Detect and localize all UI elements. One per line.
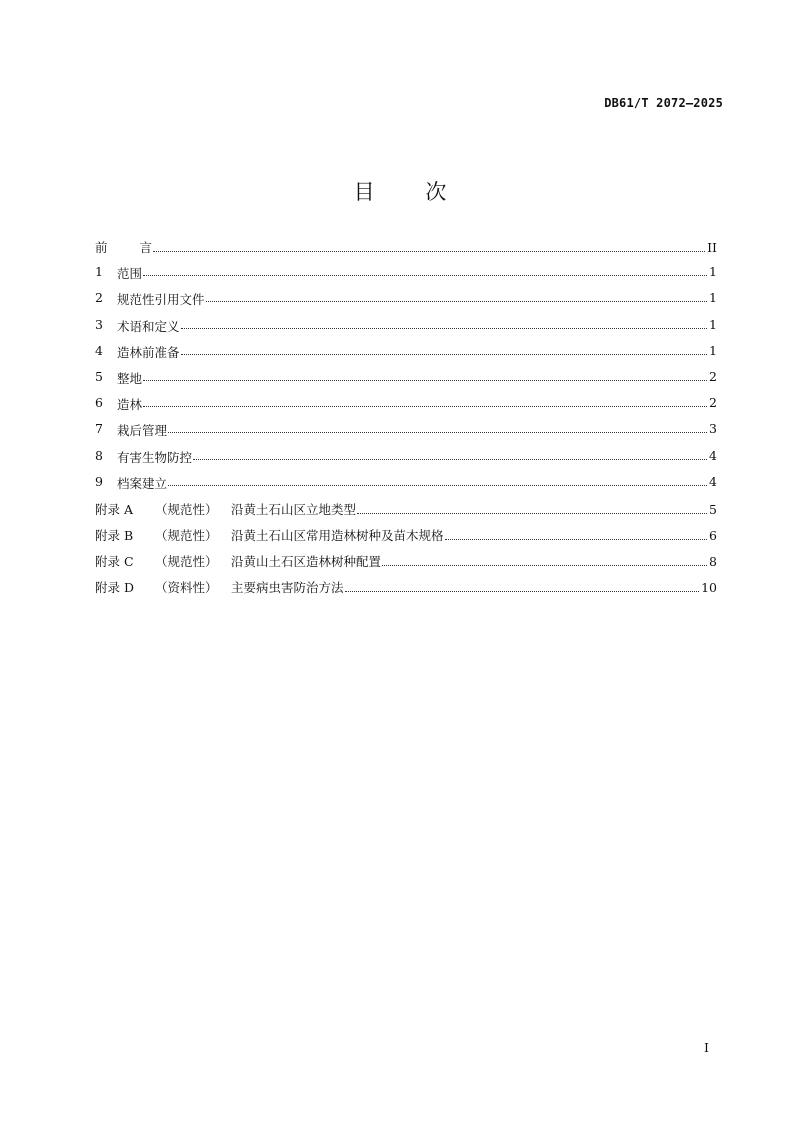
- dot-leader: [445, 538, 707, 540]
- appendix-id: 附录 B: [95, 528, 134, 544]
- dot-leader: [206, 300, 707, 302]
- section-title: 造林: [117, 397, 143, 413]
- appendix-id: 附录 A: [95, 501, 134, 517]
- toc-entry-page: 1: [709, 316, 717, 332]
- appendix-id: 附录 D: [95, 580, 134, 596]
- toc-entry-section[interactable]: [95, 317, 717, 343]
- toc-entry-section[interactable]: [95, 290, 717, 316]
- table-of-contents: [95, 238, 717, 605]
- toc-entry-page: 2: [709, 368, 717, 384]
- toc-entry-page: 2: [709, 395, 717, 411]
- dot-leader: [181, 327, 707, 329]
- section-title: 范围: [117, 266, 143, 282]
- toc-entry-appendix[interactable]: [95, 500, 717, 526]
- toc-entry-appendix[interactable]: [95, 578, 717, 604]
- toc-entry-label: [95, 238, 152, 256]
- appendix-type: （规范性）: [155, 501, 218, 517]
- dot-leader: [143, 379, 707, 381]
- section-title: 有害生物防控: [117, 449, 193, 465]
- document-code: DB61/T 2072—2025: [604, 96, 723, 110]
- toc-entry-foreword[interactable]: [95, 238, 717, 264]
- dot-leader: [143, 405, 707, 407]
- toc-entry-page: 1: [709, 342, 717, 358]
- toc-title-right: 次: [425, 180, 447, 204]
- section-title: 栽后管理: [117, 423, 168, 439]
- section-title: 档案建立: [117, 475, 168, 491]
- toc-entry-page: 3: [709, 421, 717, 437]
- appendix-type: （规范性）: [155, 528, 218, 544]
- appendix-type: （资料性）: [155, 580, 218, 596]
- dot-leader: [357, 512, 707, 514]
- toc-entry-section[interactable]: [95, 421, 717, 447]
- toc-entry-page: 4: [709, 447, 717, 463]
- section-title: 术语和定义: [117, 318, 180, 334]
- section-title: 规范性引用文件: [117, 292, 205, 308]
- dot-leader: [153, 250, 705, 252]
- toc-entry-page: II: [707, 240, 717, 255]
- foreword-label-b: 言: [139, 240, 153, 255]
- toc-entry-page: 1: [709, 264, 717, 280]
- section-number: 5: [95, 368, 103, 384]
- section-number: 1: [95, 264, 103, 280]
- toc-entry-section[interactable]: [95, 474, 717, 500]
- dot-leader: [181, 353, 707, 355]
- toc-entry-section[interactable]: [95, 448, 717, 474]
- section-number: 3: [95, 316, 103, 332]
- appendix-title: 主要病虫害防治方法: [231, 580, 344, 596]
- toc-entry-section[interactable]: [95, 395, 717, 421]
- toc-entry-appendix[interactable]: [95, 552, 717, 578]
- toc-entry-section[interactable]: [95, 369, 717, 395]
- toc-entry-page: 8: [709, 554, 717, 570]
- dot-leader: [382, 564, 707, 566]
- appendix-type: （规范性）: [155, 554, 218, 570]
- dot-leader: [345, 590, 700, 592]
- toc-entry-appendix[interactable]: [95, 526, 717, 552]
- footer-page-number: I: [704, 1040, 709, 1055]
- dot-leader: [168, 431, 707, 433]
- section-title: 造林前准备: [117, 344, 180, 360]
- toc-title-left: 目: [353, 180, 375, 204]
- section-title: 整地: [117, 370, 143, 386]
- section-number: 7: [95, 421, 103, 437]
- appendix-title: 沿黄山土石区造林树种配置: [231, 554, 382, 570]
- toc-title: [0, 176, 800, 206]
- dot-leader: [143, 274, 707, 276]
- toc-entry-page: 10: [701, 580, 717, 596]
- section-number: 9: [95, 473, 103, 489]
- section-number: 8: [95, 447, 103, 463]
- section-number: 4: [95, 342, 103, 358]
- section-number: 2: [95, 290, 103, 306]
- dot-leader: [193, 458, 707, 460]
- toc-entry-page: 4: [709, 473, 717, 489]
- appendix-title: 沿黄土石山区常用造林树种及苗木规格: [231, 528, 444, 544]
- appendix-title: 沿黄土石山区立地类型: [231, 501, 357, 517]
- toc-entry-page: 6: [709, 528, 717, 544]
- appendix-id: 附录 C: [95, 554, 134, 570]
- toc-entry-page: 5: [709, 501, 717, 517]
- section-number: 6: [95, 395, 103, 411]
- toc-entry-section[interactable]: [95, 343, 717, 369]
- toc-entry-section[interactable]: [95, 264, 717, 290]
- dot-leader: [168, 484, 707, 486]
- foreword-label-a: 前: [95, 240, 108, 255]
- toc-entry-page: 1: [709, 290, 717, 306]
